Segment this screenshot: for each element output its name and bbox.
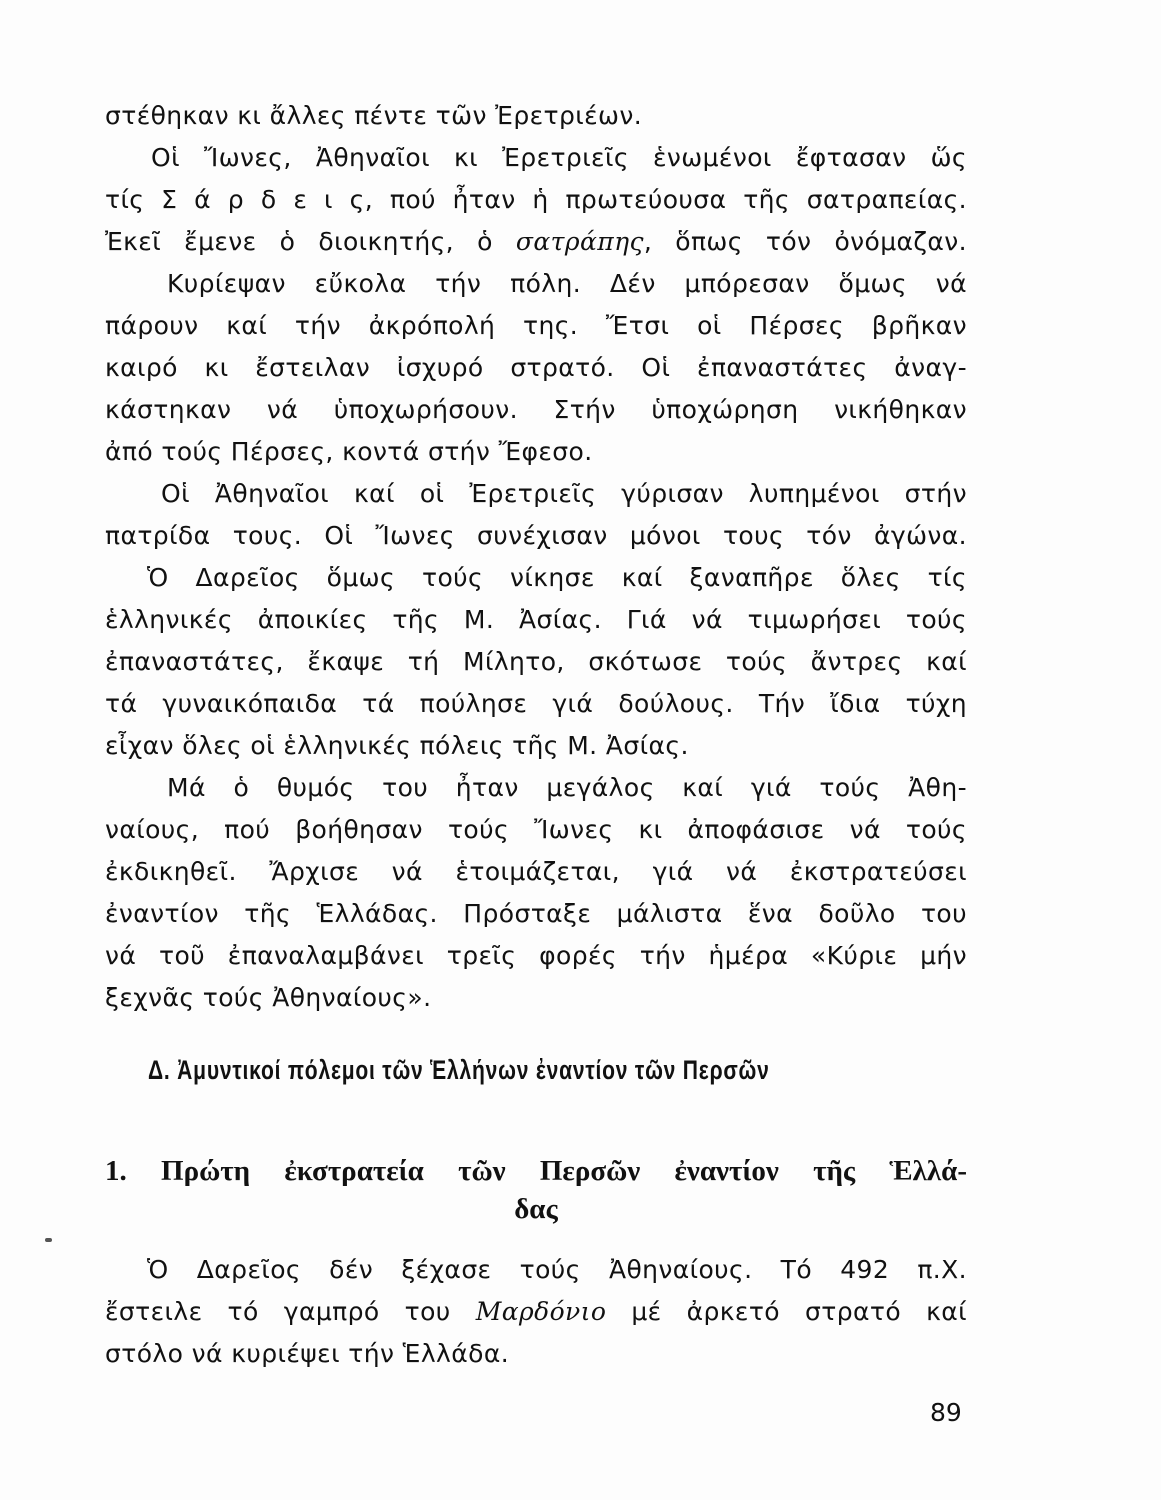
text-line: Ὁ Δαρεῖος δέν ξέχασε τούς Ἀθηναίους. Τό 492 π.Χ. [147, 1255, 967, 1284]
text-line: ἐναντίον τῆς Ἑλλάδας. Πρόσταξε μάλιστα ἕνα δοῦλο του [105, 899, 967, 928]
scan-mark [45, 1238, 52, 1242]
text-segment: Ἐκεῖ ἔμενε ὁ διοικητής, ὁ [105, 227, 516, 256]
text-line: νά τοῦ ἐπαναλαμβάνει τρεῖς φορές τήν ἡμέρα «Κύριε μήν [105, 941, 967, 970]
text-line: ἑλληνικές ἀποικίες τῆς Μ. Ἀσίας. Γιά νά τιμωρήσει τούς [105, 605, 967, 634]
text-line: εἶχαν ὅλες οἱ ἑλληνικές πόλεις τῆς Μ. Ἀσίας. [105, 731, 689, 760]
emphasized-term: Μαρδόνιο [475, 1297, 607, 1326]
body-text [105, 100, 967, 760]
text-line: ἐκδικηθεῖ. Ἄρχισε νά ἑτοιμάζεται, γιά νά ἐκστρατεύσει [105, 857, 967, 886]
body-text [105, 1254, 967, 1384]
text-line: στόλο νά κυριέψει τήν Ἑλλάδα. [105, 1339, 510, 1368]
body-text [105, 772, 967, 1012]
section-heading: Δ. Ἀμυντικοί πόλεμοι τῶν Ἑλλήνων ἐναντίον τῶν Περσῶν [148, 1055, 770, 1085]
text-line: Ὁ Δαρεῖος ὅμως τούς νίκησε καί ξαναπῆρε ὅλες τίς [147, 563, 967, 592]
emphasized-term: σατράπης [515, 227, 644, 256]
text-line [105, 1296, 967, 1328]
text-line: τίς Σ ά ρ δ ε ι ς, πού ἦταν ἡ πρωτεύουσα τῆς σατραπείας. [105, 185, 967, 214]
text-line: Οἱ Ἴωνες, Ἀθηναῖοι κι Ἐρετριεῖς ἑνωμένοι ἔφτασαν ὥς [151, 143, 967, 172]
text-line: πατρίδα τους. Οἱ Ἴωνες συνέχισαν μόνοι τους τόν ἀγώνα. [105, 521, 967, 550]
text-line: στέθηκαν κι ἄλλες πέντε τῶν Ἐρετριέων. [105, 101, 643, 130]
text-line: Οἱ Ἀθηναῖοι καί οἱ Ἐρετριεῖς γύρισαν λυπημένοι στήν [161, 479, 967, 508]
text-line: πάρουν καί τήν ἀκρόπολή της. Ἔτσι οἱ Πέρσες βρῆκαν [105, 311, 967, 340]
text-line: τά γυναικόπαιδα τά πούλησε γιά δούλους. Τήν ἴδια τύχη [105, 689, 967, 718]
page-number: 89 [930, 1398, 962, 1427]
text-line: Κυρίεψαν εὔκολα τήν πόλη. Δέν μπόρεσαν ὅμως νά [167, 269, 967, 298]
text-line: Μά ὁ θυμός του ἦταν μεγάλος καί γιά τούς Ἀθη- [167, 773, 967, 802]
text-line: ἐπαναστάτες, ἔκαψε τή Μίλητο, σκότωσε τούς ἄντρες καί [105, 647, 967, 676]
chapter-heading-continuation: δας [514, 1193, 558, 1225]
text-line [105, 226, 967, 258]
text-segment: μέ ἀρκετό στρατό καί [606, 1297, 967, 1326]
text-line: ἀπό τούς Πέρσες, κοντά στήν Ἔφεσο. [105, 437, 593, 466]
text-line: κάστηκαν νά ὑποχωρήσουν. Στήν ὑποχώρηση νικήθηκαν [105, 395, 967, 424]
text-segment: ἔστειλε τό γαμπρό του [105, 1297, 476, 1326]
text-segment: , ὅπως τόν ὀνόμαζαν. [643, 227, 968, 256]
text-line: καιρό κι ἔστειλαν ἰσχυρό στρατό. Οἱ ἐπαναστάτες ἀναγ- [105, 353, 967, 382]
chapter-heading: 1. Πρώτη ἐκστρατεία τῶν Περσῶν ἐναντίον τῆς Ἑλλά- [105, 1155, 967, 1187]
text-line: ναίους, πού βοήθησαν τούς Ἴωνες κι ἀποφάσισε νά τούς [105, 815, 967, 844]
text-line: ξεχνᾶς τούς Ἀθηναίους». [105, 983, 432, 1012]
